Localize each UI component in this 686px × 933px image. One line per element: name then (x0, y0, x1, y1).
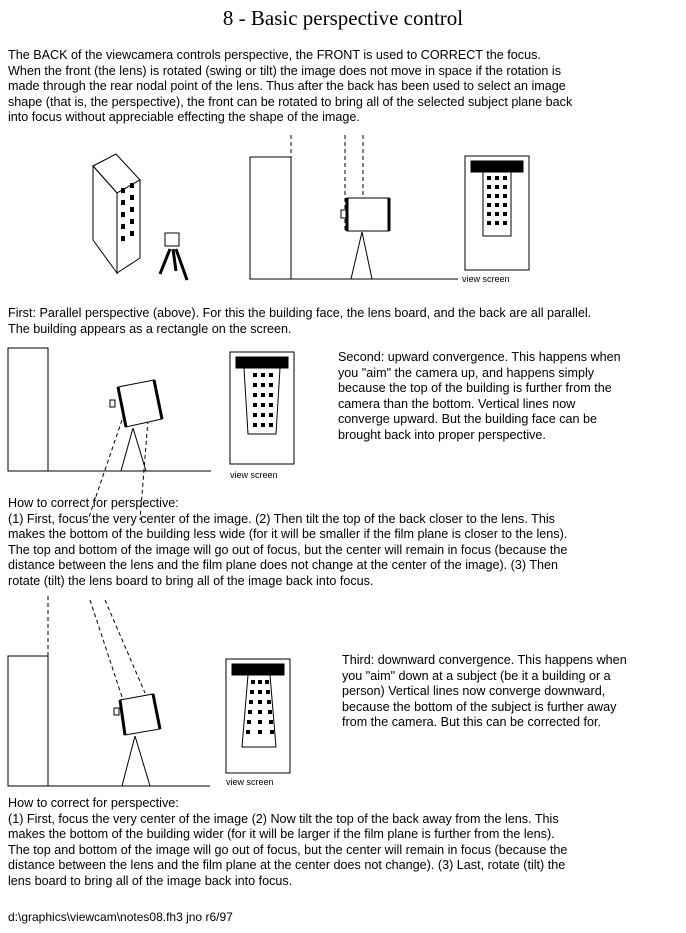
sight-line (105, 600, 145, 693)
intro-line: shape (that is, the perspective), the front can be rotated to bring all of the selected subject plane back (8, 94, 573, 109)
lens-icon (114, 708, 119, 715)
page-title: 8 - Basic perspective control (222, 6, 464, 30)
correction-line: distance between the lens and the film plane does not change at the center of the image). (3) Then (8, 558, 559, 573)
caption-line: person) Vertical lines now converge downward, (342, 684, 606, 699)
tripod-leg (135, 736, 150, 786)
correction-line: makes the bottom of the building less wide (for it will be smaller if the film plane is closer to the lens). (8, 527, 568, 542)
caption-line: camera than the bottom. Vertical lines now (338, 396, 576, 411)
correction-line: The top and bottom of the image will go out of focus, but the center will remain in focus (because the (8, 542, 568, 557)
caption-line: you "aim" down at a subject (be it a building or a (342, 668, 611, 683)
correction-line: The top and bottom of the image will go out of focus, but the center will remain in focus (because the (8, 842, 568, 857)
footer-path: d:\graphics\viewcam\notes08.fh3 jno r6/97 (8, 910, 233, 924)
correction-line: How to correct for perspective: (8, 496, 179, 510)
intro-line: When the front (the lens) is rotated (swing or tilt) the image does not move in space if the rotation is (8, 63, 561, 78)
third-caption (342, 653, 627, 731)
building-side-view (8, 656, 48, 786)
view-screen-label: view screen (462, 274, 510, 284)
third-correction (8, 796, 567, 890)
correction-line: distance between the lens and the film plane at the center does not change). (3) Last, rotate (tilt) the (8, 858, 566, 873)
correction-line: rotate (tilt) the lens board to bring all of the image back into focus. (8, 573, 374, 588)
view-screen-dark-top (232, 664, 284, 675)
intro-line: The BACK of the viewcamera controls perspective, the FRONT is used to CORRECT the focus. (8, 48, 541, 62)
correction-line: makes the bottom of the building wider (for it will be larger if the film plane is further from the lens). (8, 827, 555, 842)
correction-line: (1) First, focus the very center of the image. (2) Then tilt the top of the back closer to the lens. This (8, 511, 555, 526)
sight-line (90, 600, 122, 697)
caption-line: you "aim" the camera up, and happens simply (338, 365, 595, 380)
correction-line: lens board to bring all of the image back into focus. (8, 873, 293, 888)
view-screen-label: view screen (226, 777, 274, 787)
caption-line: Second: upward convergence. This happens when (338, 350, 621, 364)
caption-line: because the bottom of the subject is further away (342, 699, 617, 714)
caption-line: brought back into proper perspective. (338, 427, 546, 442)
view-screen-label: view screen (230, 470, 278, 480)
caption-line: because the top of the building is further from the (338, 381, 612, 396)
caption-line: Third: downward convergence. This happens when (342, 653, 627, 667)
caption-line: First: Parallel perspective (above). For this the building face, the lens board, and the back are all parallel. (8, 306, 592, 320)
caption-line: from the camera. But this can be corrected for. (342, 715, 601, 730)
correction-line: How to correct for perspective: (8, 796, 179, 810)
intro-line: into focus without appreciable effecting the shape of the image. (8, 110, 360, 125)
caption-line: The building appears as a rectangle on the screen. (8, 321, 292, 336)
intro-line: made through the rear nodal point of the lens. Thus after the back has been used to select an image (8, 79, 566, 94)
tripod-leg (122, 736, 135, 786)
caption-line: converge upward. But the building face can be (338, 412, 598, 427)
correction-line: (1) First, focus the very center of the image (2) Now tilt the top of the back away from the lens. This (8, 811, 559, 826)
